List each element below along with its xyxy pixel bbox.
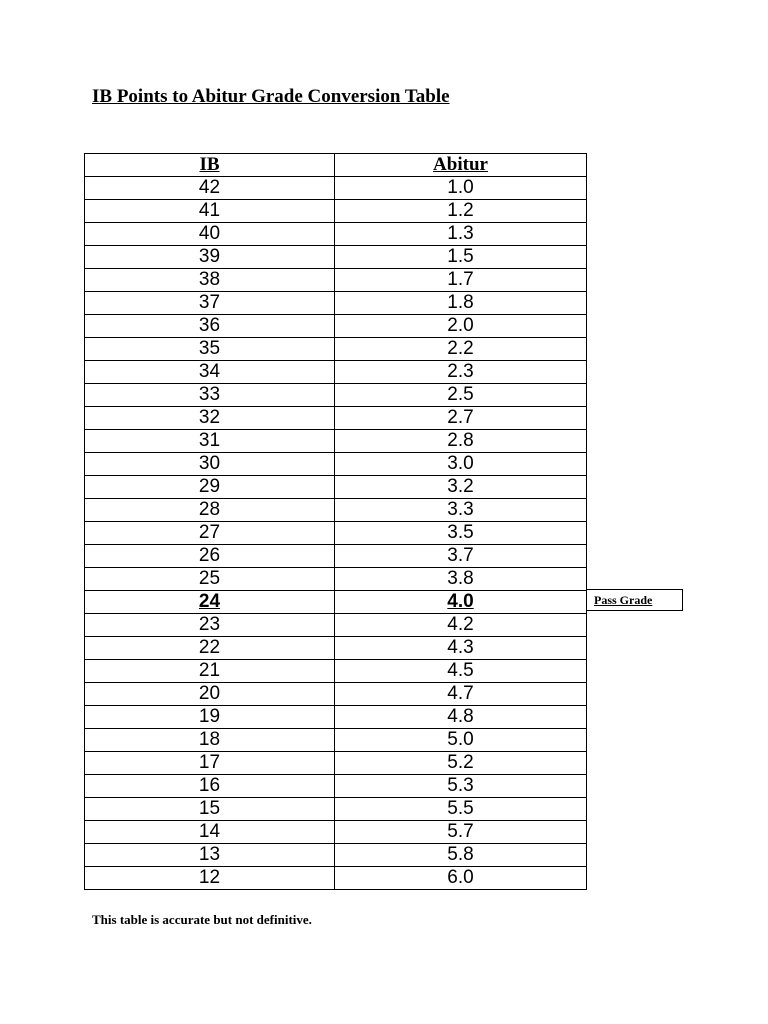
abitur-grade-cell: 1.8 (335, 292, 587, 315)
abitur-grade-cell: 2.5 (335, 384, 587, 407)
table-row (85, 361, 587, 384)
table-row (85, 729, 587, 752)
table-row (85, 246, 587, 269)
table-row (85, 315, 587, 338)
ib-points-cell: 12 (85, 867, 335, 890)
table-row (85, 338, 587, 361)
table-row (85, 568, 587, 591)
abitur-grade-cell: 3.0 (335, 453, 587, 476)
conversion-table (84, 153, 587, 890)
abitur-grade-cell: 6.0 (335, 867, 587, 890)
abitur-grade-cell: 2.2 (335, 338, 587, 361)
ib-points-cell: 14 (85, 821, 335, 844)
abitur-grade-cell: 4.7 (335, 683, 587, 706)
abitur-grade-cell: 1.5 (335, 246, 587, 269)
ib-points-cell: 13 (85, 844, 335, 867)
table-row (85, 683, 587, 706)
abitur-grade-cell: 4.0 (335, 591, 587, 614)
table-row (85, 430, 587, 453)
abitur-grade-cell: 3.7 (335, 545, 587, 568)
ib-points-cell: 38 (85, 269, 335, 292)
table-row (85, 775, 587, 798)
abitur-grade-cell: 5.8 (335, 844, 587, 867)
ib-points-cell: 41 (85, 200, 335, 223)
abitur-grade-cell: 5.0 (335, 729, 587, 752)
abitur-grade-cell: 1.2 (335, 200, 587, 223)
table-row (85, 614, 587, 637)
table-row (85, 660, 587, 683)
ib-points-cell: 21 (85, 660, 335, 683)
ib-points-cell: 18 (85, 729, 335, 752)
abitur-grade-cell: 5.7 (335, 821, 587, 844)
table-row (85, 867, 587, 890)
table-row (85, 499, 587, 522)
abitur-grade-cell: 2.3 (335, 361, 587, 384)
ib-points-cell: 39 (85, 246, 335, 269)
abitur-grade-cell: 4.8 (335, 706, 587, 729)
ib-points-cell: 23 (85, 614, 335, 637)
ib-points-cell: 29 (85, 476, 335, 499)
abitur-grade-cell: 4.5 (335, 660, 587, 683)
abitur-grade-cell: 5.5 (335, 798, 587, 821)
column-header-ib: IB (85, 154, 335, 177)
table-row (85, 798, 587, 821)
table-row (85, 706, 587, 729)
table-row (85, 200, 587, 223)
abitur-grade-cell: 1.3 (335, 223, 587, 246)
table-row (85, 591, 587, 614)
ib-points-cell: 32 (85, 407, 335, 430)
abitur-grade-cell: 1.0 (335, 177, 587, 200)
ib-points-cell: 28 (85, 499, 335, 522)
abitur-grade-cell: 3.2 (335, 476, 587, 499)
ib-points-cell: 34 (85, 361, 335, 384)
abitur-grade-cell: 4.2 (335, 614, 587, 637)
table-row (85, 407, 587, 430)
abitur-grade-cell: 1.7 (335, 269, 587, 292)
table-row (85, 545, 587, 568)
page-title: IB Points to Abitur Grade Conversion Table (92, 86, 450, 107)
table-row (85, 292, 587, 315)
ib-points-cell: 17 (85, 752, 335, 775)
table-row (85, 177, 587, 200)
table-row (85, 752, 587, 775)
table-row (85, 476, 587, 499)
pass-grade-label: Pass Grade (586, 589, 683, 611)
table-header-row (85, 154, 587, 177)
table-row (85, 637, 587, 660)
ib-points-cell: 31 (85, 430, 335, 453)
abitur-grade-cell: 2.8 (335, 430, 587, 453)
ib-points-cell: 37 (85, 292, 335, 315)
abitur-grade-cell: 5.2 (335, 752, 587, 775)
table-row (85, 844, 587, 867)
table-row (85, 453, 587, 476)
abitur-grade-cell: 3.5 (335, 522, 587, 545)
ib-points-cell: 26 (85, 545, 335, 568)
ib-points-cell: 35 (85, 338, 335, 361)
abitur-grade-cell: 2.0 (335, 315, 587, 338)
ib-points-cell: 42 (85, 177, 335, 200)
abitur-grade-cell: 5.3 (335, 775, 587, 798)
table-row (85, 223, 587, 246)
ib-points-cell: 33 (85, 384, 335, 407)
footnote: This table is accurate but not definitive. (92, 912, 312, 927)
table-row (85, 269, 587, 292)
table-body (85, 177, 587, 890)
ib-points-cell: 19 (85, 706, 335, 729)
ib-points-cell: 27 (85, 522, 335, 545)
abitur-grade-cell: 3.8 (335, 568, 587, 591)
abitur-grade-cell: 3.3 (335, 499, 587, 522)
ib-points-cell: 25 (85, 568, 335, 591)
table-row (85, 384, 587, 407)
table-row (85, 522, 587, 545)
ib-points-cell: 16 (85, 775, 335, 798)
ib-points-cell: 22 (85, 637, 335, 660)
ib-points-cell: 15 (85, 798, 335, 821)
ib-points-cell: 40 (85, 223, 335, 246)
table-row (85, 821, 587, 844)
abitur-grade-cell: 4.3 (335, 637, 587, 660)
column-header-abitur: Abitur (335, 154, 587, 177)
ib-points-cell: 36 (85, 315, 335, 338)
ib-points-cell: 24 (85, 591, 335, 614)
ib-points-cell: 20 (85, 683, 335, 706)
abitur-grade-cell: 2.7 (335, 407, 587, 430)
ib-points-cell: 30 (85, 453, 335, 476)
